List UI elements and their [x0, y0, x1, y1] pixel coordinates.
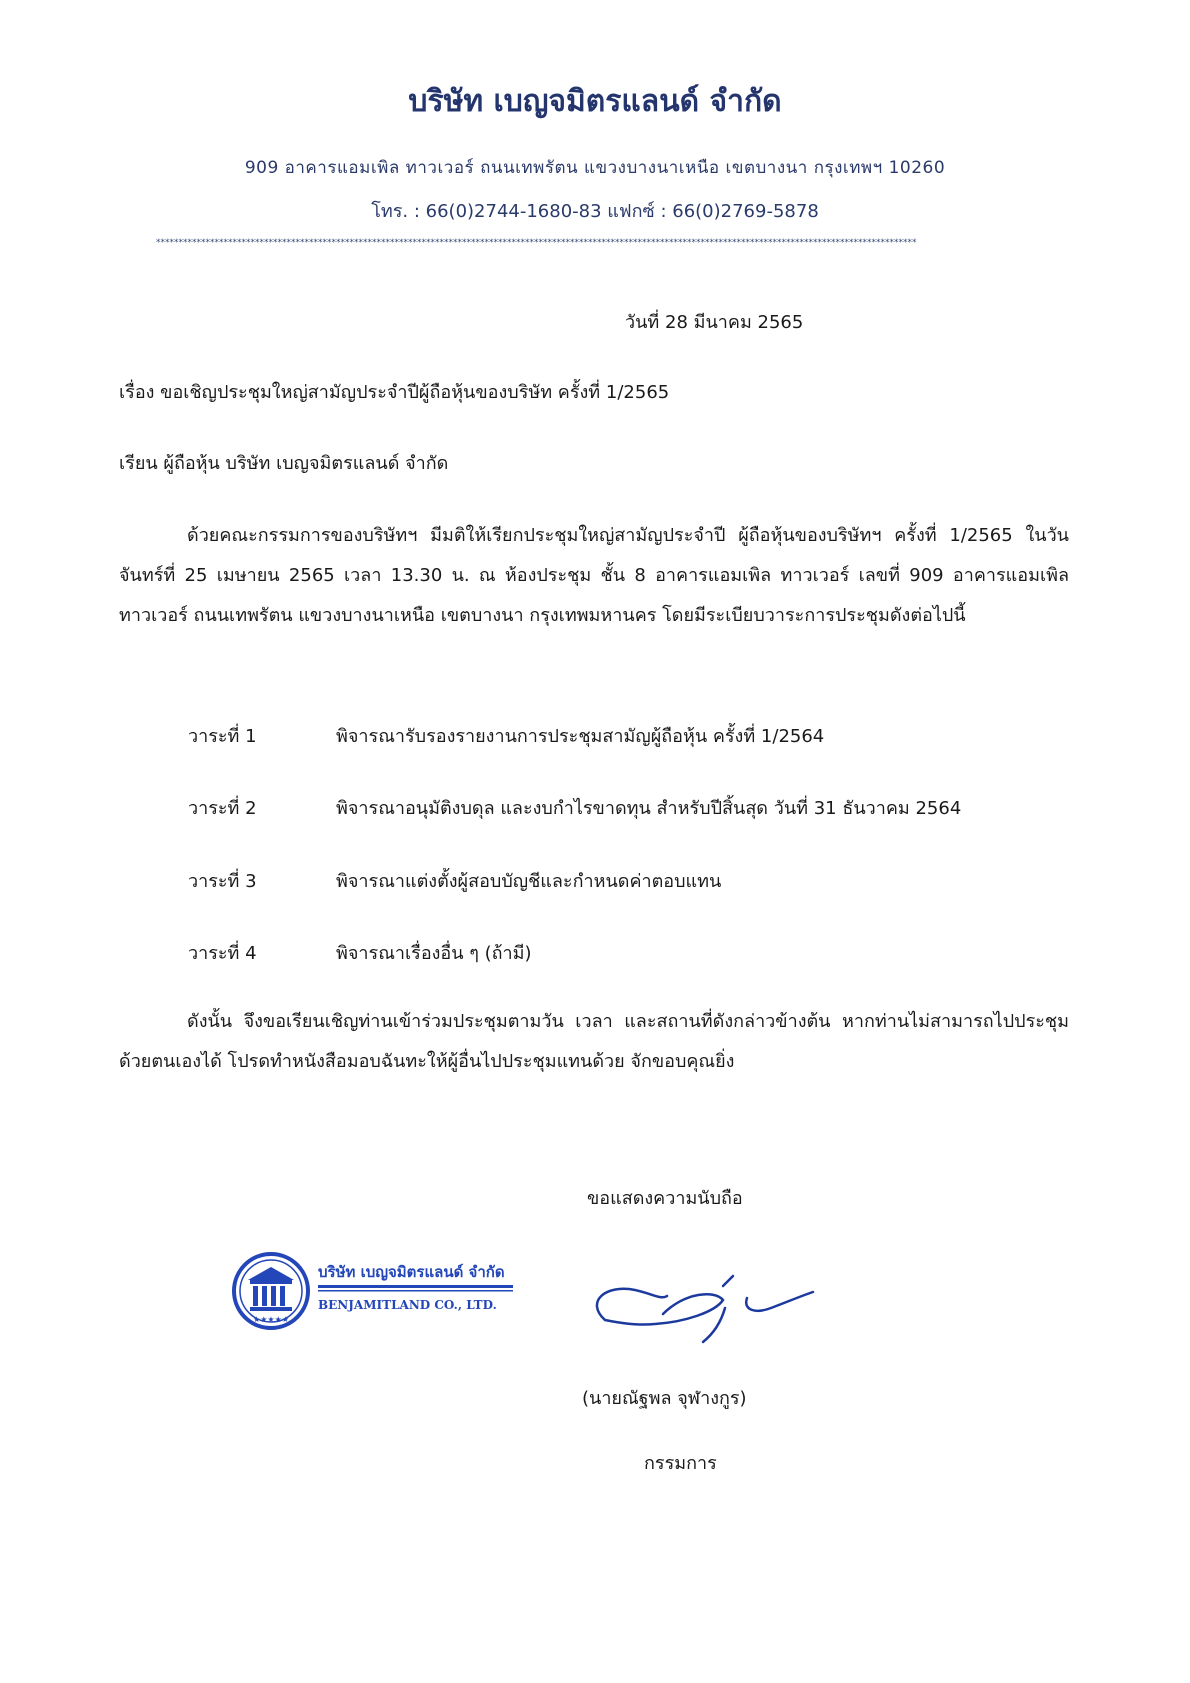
handwritten-signature — [575, 1262, 825, 1352]
letter-subject: เรื่อง ขอเชิญประชุมใหญ่สามัญประจำปีผู้ถือหุ้นของบริษัท ครั้งที่ 1/2565 — [119, 382, 670, 403]
company-stamp — [230, 1250, 520, 1332]
agenda-label: วาระที่ 2 — [188, 798, 257, 819]
signer-name: (นายณัฐพล จุฬางกูร) — [582, 1388, 747, 1409]
company-name: บริษัท เบญจมิตรแลนด์ จำกัด — [408, 84, 782, 119]
conclusion-paragraph: ดังนั้น จึงขอเรียนเชิญท่านเข้าร่วมประชุมตามวัน เวลา และสถานที่ดังกล่าวข้างต้น หากท่านไม่สามารถไปประชุมด้วยตนเองได้ โปรดทำหนังสือมอบฉันทะให้ผู้อื่นไปประชุมแทนด้วย จักขอบคุณยิ่ง — [119, 1011, 1069, 1072]
stamp-name-thai: บริษัท เบญจมิตรแลนด์ จำกัด — [318, 1263, 505, 1281]
agenda-text: พิจารณาแต่งตั้งผู้สอบบัญชีและกำหนดค่าตอบแทน — [336, 871, 722, 892]
agenda-text: พิจารณาอนุมัติงบดุล และงบกำไรขาดทุน สำหรับปีสิ้นสุด วันที่ 31 ธันวาคม 2564 — [336, 798, 962, 819]
stamp-rule — [318, 1284, 513, 1294]
agenda-text: พิจารณารับรองรายงานการประชุมสามัญผู้ถือหุ้น ครั้งที่ 1/2564 — [336, 726, 825, 747]
agenda-text: พิจารณาเรื่องอื่น ๆ (ถ้ามี) — [336, 943, 532, 964]
agenda-item — [188, 721, 824, 750]
company-contact: โทร. : 66(0)2744-1680-83 แฟกซ์ : 66(0)2769-5878 — [371, 201, 819, 222]
letter-date: วันที่ 28 มีนาคม 2565 — [625, 312, 804, 333]
stamp-name-english: BENJAMITLAND CO., LTD. — [318, 1298, 497, 1312]
agenda-item — [188, 793, 961, 822]
letterhead-separator: ************************************************************************************************************************************************************************* — [156, 238, 917, 248]
company-address: 909 อาคารแอมเพิล ทาวเวอร์ ถนนเทพรัตน แขวงบางนาเหนือ เขตบางนา กรุงเทพฯ 10260 — [244, 158, 946, 178]
agenda-item — [188, 866, 721, 895]
closing-salutation: ขอแสดงความนับถือ — [587, 1188, 743, 1209]
agenda-item — [188, 938, 532, 967]
agenda-label: วาระที่ 1 — [188, 726, 257, 747]
signer-title: กรรมการ — [644, 1453, 717, 1474]
agenda-label: วาระที่ 3 — [188, 871, 257, 892]
letter-recipient: เรียน ผู้ถือหุ้น บริษัท เบญจมิตรแลนด์ จำกัด — [119, 453, 449, 474]
stamp-emblem-icon — [230, 1250, 316, 1332]
intro-paragraph: ด้วยคณะกรรมการของบริษัทฯ มีมติให้เรียกประชุมใหญ่สามัญประจำปี ผู้ถือหุ้นของบริษัทฯ ครั้งที่ 1/2565 ในวันจันทร์ที่ 25 เมษายน 2565 เวลา 13.30 น. ณ ห้องประชุม ชั้น 8 อาคารแอมเพิล ทาวเวอร์ เลขที่ 909 อาคารแอมเพิลทาวเวอร์ ถนนเทพรัตน แขวงบางนาเหนือ เขตบางนา กรุงเทพมหานคร โดยมีระเบียบวาระการประชุมดังต่อไปนี้ — [119, 525, 1069, 626]
svg-text:★★★★★: ★★★★★ — [253, 1315, 289, 1324]
agenda-label: วาระที่ 4 — [188, 943, 257, 964]
